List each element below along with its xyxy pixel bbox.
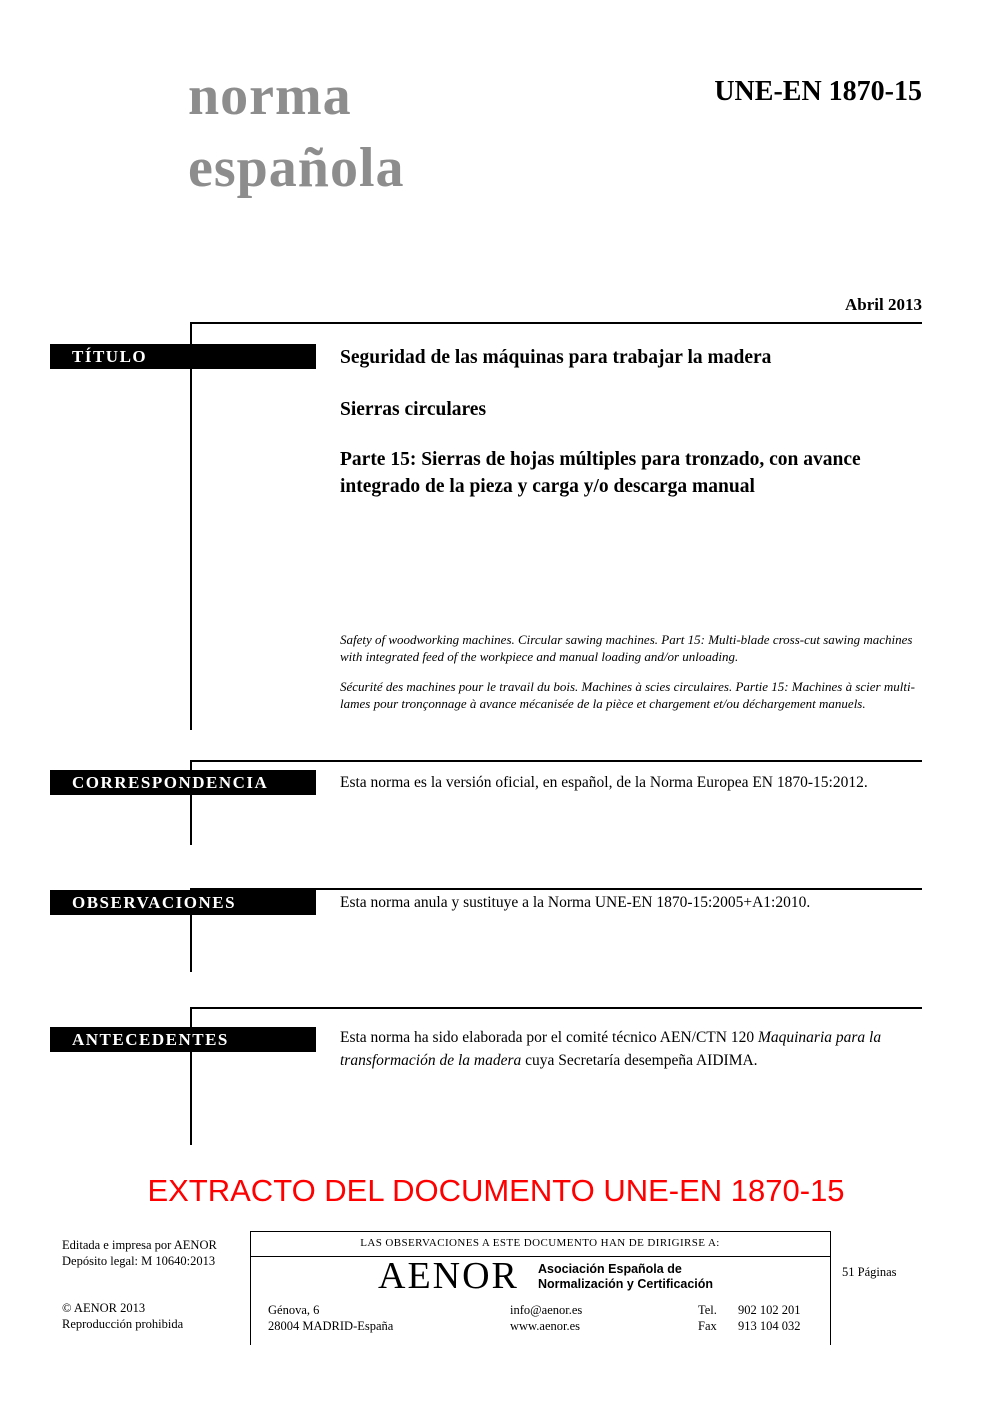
footer-fax-label: Fax — [698, 1319, 717, 1333]
observaciones-label: OBSERVACIONES — [50, 890, 316, 915]
titulo-vertical-rule — [190, 322, 192, 730]
footer-right-divider — [830, 1231, 831, 1345]
footer-web: www.aenor.es — [510, 1319, 581, 1333]
footer-copyright-line1: © AENOR 2013 — [62, 1301, 146, 1315]
footer-address-block — [268, 1302, 393, 1334]
footer-address-line2: 28004 MADRID-España — [268, 1319, 394, 1333]
correspondencia-text: Esta norma es la versión oficial, en español, de la Norma Europea EN 1870-15:2012. — [340, 774, 868, 791]
footer-tel-value: 902 102 201 — [738, 1303, 801, 1317]
footer-notice-rule — [250, 1256, 830, 1257]
header-rule — [190, 322, 922, 324]
brand-line2: española — [188, 137, 405, 199]
footer-copyright-line2: Reproducción prohibida — [62, 1317, 184, 1331]
titulo-label: TÍTULO — [50, 344, 316, 369]
footer-phone-block — [698, 1302, 801, 1334]
title-french: Sécurité des machines pour le travail du bois. Machines à scies circulaires. Partie 15: Machines à scier multi-lames pour tronçonnage à avance mécanisée de la pièce et chargement et/ou déchargement manuels. — [340, 679, 915, 711]
brand-line1: norma — [188, 65, 352, 127]
title-english: Safety of woodworking machines. Circular sawing machines. Part 15: Multi-blade cross-cut sawing machines with integrated feed of the workpiece and manual loading and/or unloading. — [340, 632, 913, 664]
antecedentes-text-italic: Maquinaria para la transformación de la madera — [340, 1029, 882, 1069]
title-line-1: Seguridad de las máquinas para trabajar la madera — [340, 347, 772, 368]
footer-observations-notice: LAS OBSERVACIONES A ESTE DOCUMENTO HAN DE DIRIGIRSE A: — [360, 1237, 720, 1249]
title-line-3: Parte 15: Sierras de hojas múltiples para tronzado, con avance integrado de la pieza y carga y/o descarga manual — [340, 449, 861, 497]
footer-edition-block — [62, 1237, 217, 1269]
antecedentes-label: ANTECEDENTES — [50, 1027, 316, 1052]
footer-edited-line1: Editada e impresa por AENOR — [62, 1238, 217, 1252]
footer-contact-block — [510, 1302, 582, 1334]
antecedentes-rule — [190, 1007, 922, 1009]
footer-address-line1: Génova, 6 — [268, 1303, 320, 1317]
antecedentes-text-part2: cuya Secretaría desempeña AIDIMA. — [521, 1052, 758, 1069]
footer-tel-label: Tel. — [698, 1303, 717, 1317]
title-line-2: Sierras circulares — [340, 399, 487, 420]
document-date: Abril 2013 — [845, 295, 922, 314]
footer-copyright-block — [62, 1300, 183, 1332]
footer-edited-line2: Depósito legal: M 10640:2013 — [62, 1254, 216, 1268]
brand-norma-espanola — [188, 60, 405, 204]
page-count: 51 Páginas — [842, 1265, 897, 1279]
footer-email: info@aenor.es — [510, 1303, 583, 1317]
document-code: UNE-EN 1870-15 — [714, 76, 922, 107]
footer-top-rule — [250, 1231, 830, 1232]
extract-banner: EXTRACTO DEL DOCUMENTO UNE-EN 1870-15 — [147, 1173, 845, 1208]
antecedentes-text-part1: Esta norma ha sido elaborada por el comité técnico AEN/CTN 120 — [340, 1029, 758, 1046]
correspondencia-rule — [190, 760, 922, 762]
observaciones-text: Esta norma anula y sustituye a la Norma UNE-EN 1870-15:2005+A1:2010. — [340, 894, 811, 911]
aenor-logo-subtitle — [538, 1262, 713, 1292]
footer-fax-value: 913 104 032 — [738, 1319, 801, 1333]
aenor-logo: AENOR — [378, 1255, 519, 1297]
aenor-logo-subtitle-line2: Normalización y Certificación — [538, 1277, 714, 1291]
aenor-logo-subtitle-line1: Asociación Española de — [538, 1262, 682, 1276]
antecedentes-text — [340, 1026, 932, 1072]
correspondencia-label: CORRESPONDENCIA — [50, 770, 316, 795]
